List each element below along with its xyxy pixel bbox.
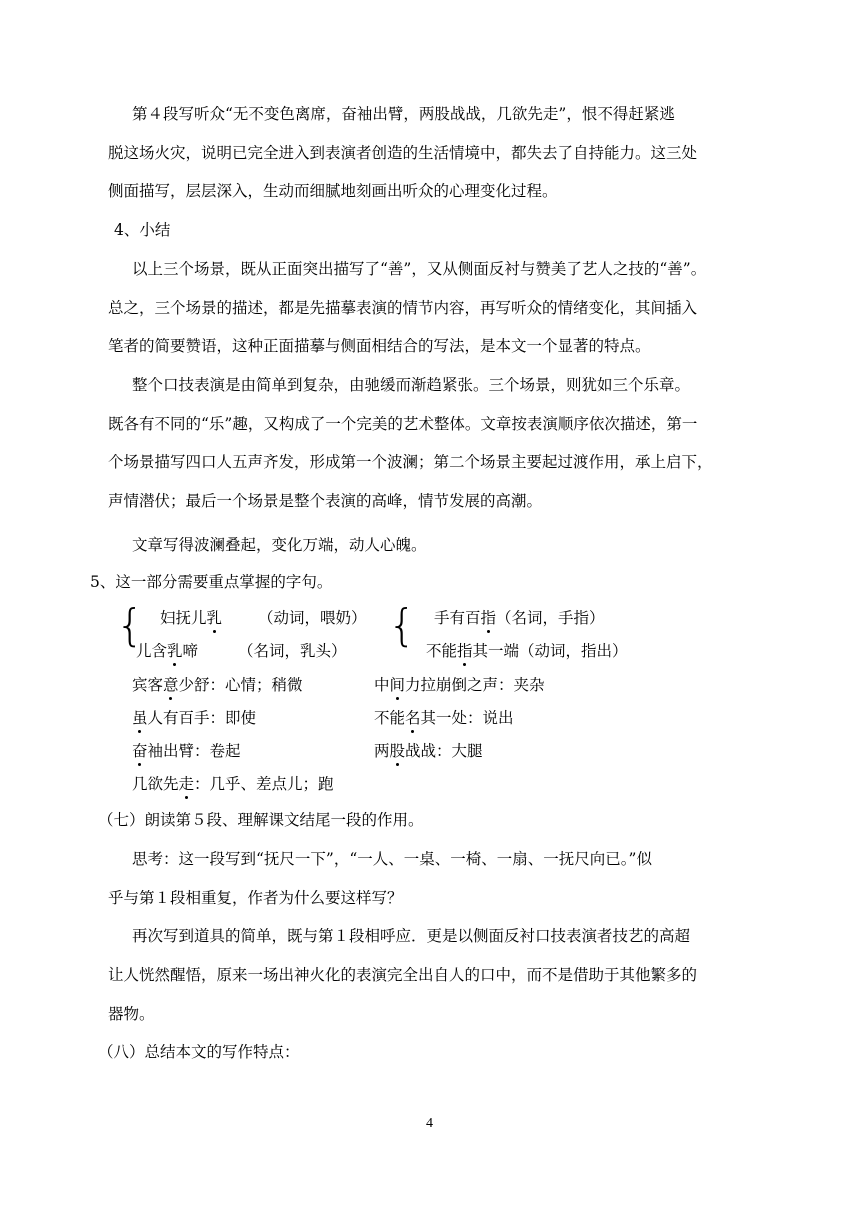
paragraph-line: 第４段写听众“无不变色离席，奋袖出臂，两股战战，几欲先走”，恨不得赶紧逃 [132, 105, 675, 123]
paragraph-line: 整个口技表演是由简单到复杂，由驰缓而渐趋紧张。三个场景，则犹如三个乐章。 [132, 376, 691, 394]
vocab-gloss: （名词，乳头） [238, 642, 347, 660]
vocab-item: 两股战战：大腿 [374, 742, 483, 760]
paragraph-line: 笔者的简要赞语，这种正面描摹与侧面相结合的写法，是本文一个显著的特点。 [108, 337, 651, 355]
vocab-item: 虽人有百手：即使 [132, 709, 257, 727]
paragraph-line: 个场景描写四口人五声齐发，形成第一个波澜；第二个场景主要起过渡作用，承上启下， [108, 453, 713, 471]
vocab-item: 手有百指（名词，手指） [434, 609, 605, 627]
vocab-item: 不能名其一处：说出 [374, 709, 514, 727]
paragraph-line: 文章写得波澜叠起，变化万端，动人心魄。 [132, 536, 427, 554]
section-heading: 4、小结 [114, 221, 171, 239]
vocab-item: 中间力拉崩倒之声：夹杂 [374, 676, 545, 694]
paragraph-line: 既各有不同的“乐”趣，又构成了一个完美的艺术整体。文章按表演顺序依次描述，第一 [108, 415, 698, 433]
paragraph-line: 再次写到道具的简单，既与第１段相呼应．更是以侧面反衬口技表演者技艺的高超 [132, 927, 691, 945]
paragraph-line: 以上三个场景，既从正面突出描写了“善”，又从侧面反衬与赞美了艺人之技的“善”。 [132, 260, 707, 278]
page-number: 4 [426, 1116, 433, 1131]
paragraph-line: 让人恍然醒悟，原来一场出神火化的表演完全出自人的口中，而不是借助于其他繁多的 [108, 966, 698, 984]
left-brace: { [388, 600, 416, 651]
section-heading: 5、这一部分需要重点掌握的字句。 [90, 573, 333, 591]
section-heading: （七）朗读第５段、理解课文结尾一段的作用。 [98, 811, 424, 829]
paragraph-line: 声情潜伏；最后一个场景是整个表演的高峰，情节发展的高潮。 [108, 492, 543, 510]
paragraph-line: 总之，三个场景的描述，都是先描摹表演的情节内容，再写听众的情绪变化，其间插入 [108, 299, 698, 317]
section-heading: （八）总结本文的写作特点： [98, 1043, 300, 1061]
vocab-item: 儿含乳啼 [136, 642, 199, 660]
left-brace: { [116, 600, 144, 651]
vocab-gloss: （动词，喂奶） [258, 609, 367, 627]
vocab-item: 妇抚儿乳 [160, 609, 223, 627]
vocab-item: 不能指其一端（动词，指出） [426, 642, 628, 660]
vocab-item: 奋袖出臂：卷起 [132, 742, 241, 760]
paragraph-line: 乎与第１段相重复，作者为什么要这样写？ [108, 889, 403, 907]
paragraph-line: 器物。 [108, 1005, 155, 1023]
paragraph-line: 思考：这一段写到“抚尺一下”，“一人、一桌、一椅、一扇、一抚尺向已。”似 [132, 850, 652, 868]
paragraph-line: 侧面描写，层层深入，生动而细腻地刻画出听众的心理变化过程。 [108, 182, 558, 200]
vocab-item: 几欲先走：几乎、差点儿；跑 [132, 775, 334, 793]
paragraph-line: 脱这场火灾，说明已完全进入到表演者创造的生活情境中，都失去了自持能力。这三处 [108, 144, 698, 162]
vocab-item: 宾客意少舒：心情；稍微 [132, 676, 303, 694]
